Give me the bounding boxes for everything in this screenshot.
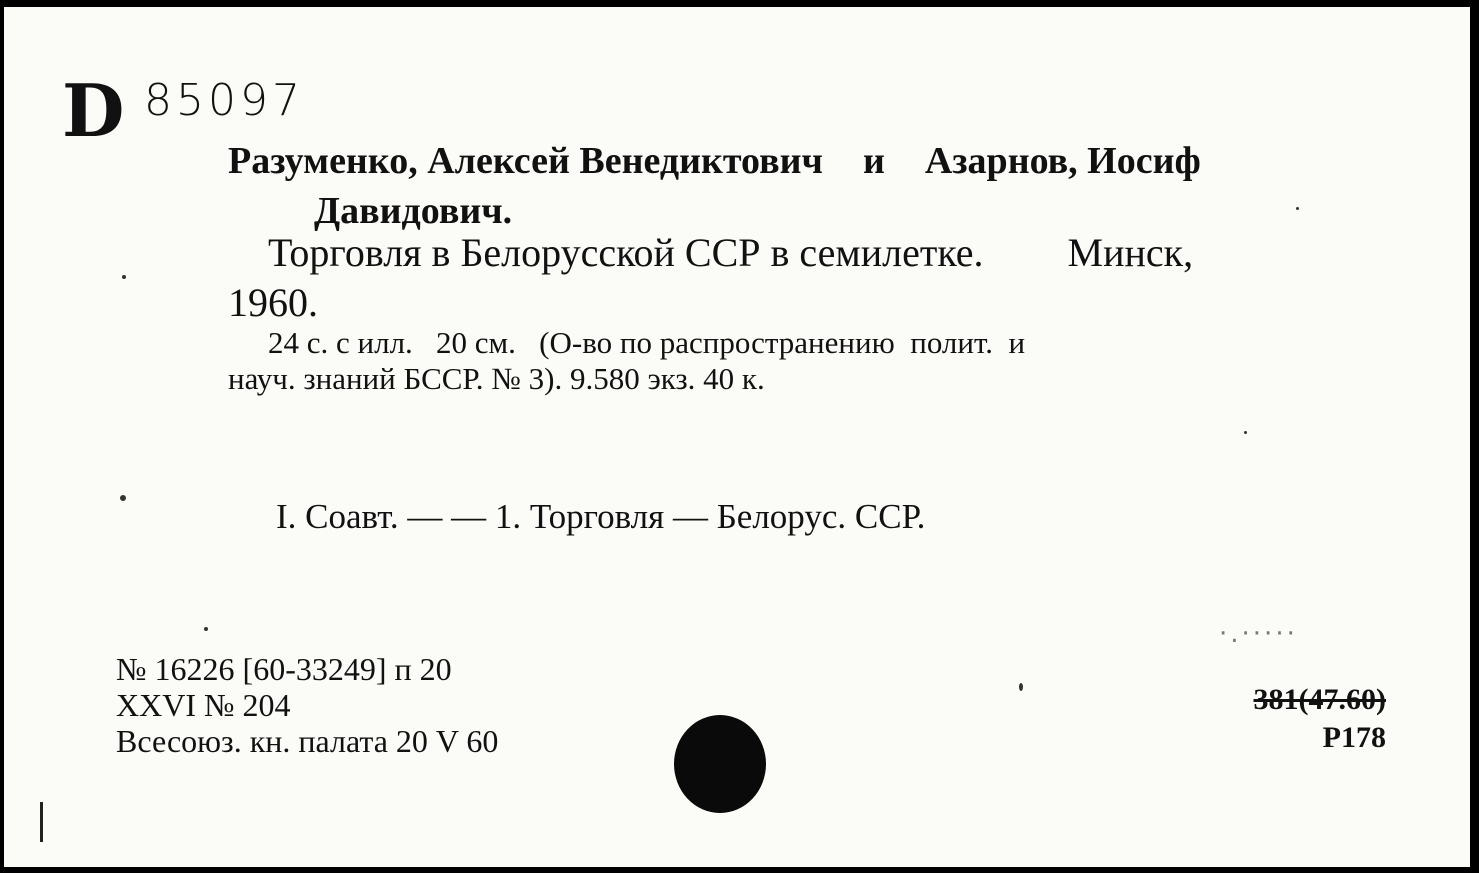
author-b: Азарнов, Иосиф [924, 140, 1201, 182]
speck [120, 495, 126, 501]
catalog-card [4, 4, 1473, 867]
title-line-1 [268, 229, 1193, 276]
library-stamp-letter: D [62, 68, 123, 153]
author-a: Разуменко, Алексей Венедиктович [228, 140, 823, 182]
author-line-1 [228, 139, 1201, 183]
author-conjunction: и [862, 140, 885, 182]
physical-description-line-2: науч. знаний БССР. № 3). 9.580 экз. 40 к. [228, 361, 765, 396]
speck [122, 275, 126, 279]
author-line-2: Давидович. [314, 190, 513, 232]
imprint-line-1: № 16226 [60-33249] п 20 [116, 651, 452, 687]
speck [204, 627, 208, 631]
accession-number: 85097 [144, 75, 304, 126]
speck [1019, 683, 1023, 691]
publication-year: 1960. [228, 280, 318, 325]
author-mark: Р178 [1322, 721, 1386, 754]
edge-mark [40, 802, 43, 842]
speck [1244, 431, 1247, 434]
publication-place: Минск, [1067, 230, 1194, 275]
physical-description-line-1: 24 с. с илл. 20 см. (О-во по распространению полит. и [268, 325, 1026, 360]
imprint-line-2: XXVI № 204 [116, 687, 291, 723]
pencil-note: ·.····· [1219, 619, 1298, 649]
subject-tracings: I. Соавт. — — 1. Торговля — Белорус. ССР. [276, 497, 926, 536]
punch-hole [674, 715, 766, 813]
classification-code: 381(47.60) [1253, 683, 1386, 716]
speck [1296, 207, 1299, 210]
book-title: Торговля в Белорусской ССР в семилетке. [268, 230, 984, 275]
imprint-line-3: Всесоюз. кн. палата 20 V 60 [116, 723, 499, 759]
